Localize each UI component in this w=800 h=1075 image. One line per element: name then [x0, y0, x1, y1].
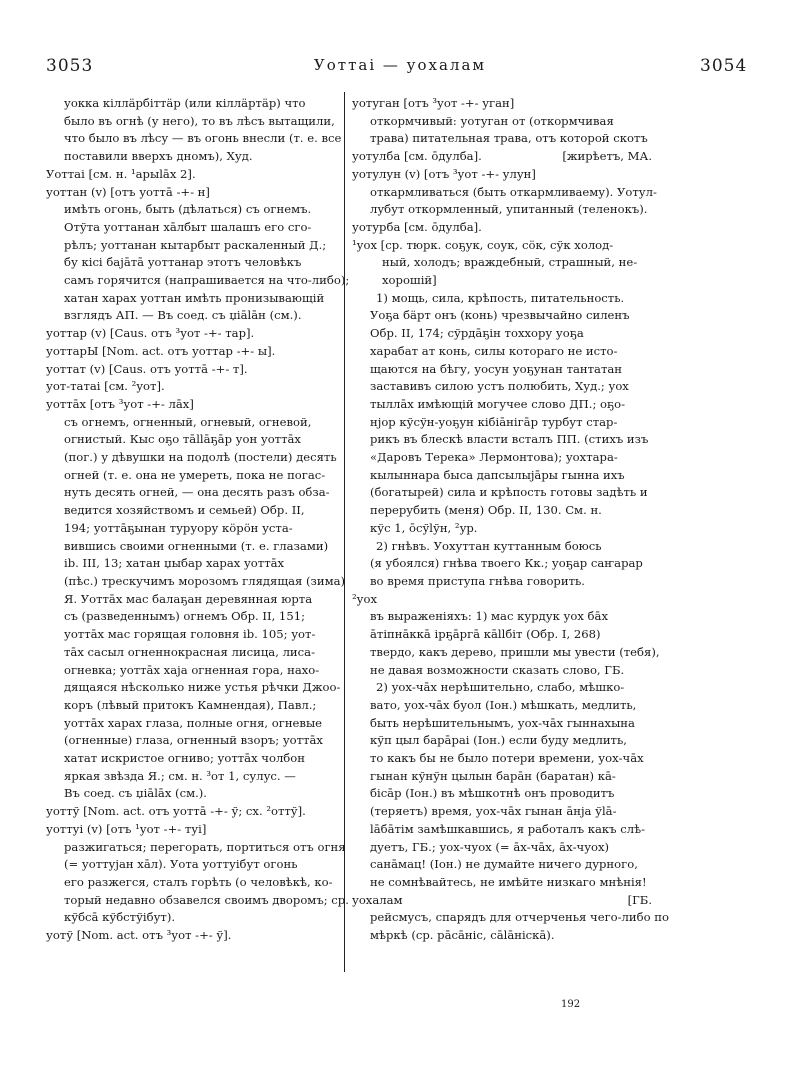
- line-text: тыллāх имѣющій могучее слово ДП.; оҕо-: [370, 396, 626, 411]
- text-line: [46, 449, 338, 467]
- text-line: [352, 573, 652, 591]
- line-text: въ выраженіяхъ: 1) мас курдук уох бāх: [370, 609, 608, 624]
- line-text: уотуган [отъ ³уот -+- уган]: [352, 96, 515, 110]
- text-line: [352, 538, 652, 556]
- line-text: разжигаться; перегорать, портиться отъ огня: [64, 839, 346, 854]
- line-text: уотў [Nom. act. отъ ³уот -+- ў].: [46, 928, 232, 943]
- text-line: [352, 662, 652, 680]
- text-line: [46, 290, 338, 308]
- line-text: Обр. II, 174; сўрдāҕін тоххору уоҕа: [370, 326, 584, 341]
- text-line: [46, 148, 338, 166]
- line-text: рейсмусъ, спарядъ для отчерченья чего-либо по: [370, 910, 670, 925]
- line-text: не сомнѣвайтесь, не имѣйте низкаго мнѣнія!: [370, 874, 647, 889]
- text-line: [352, 184, 657, 202]
- text-line: [352, 909, 670, 927]
- line-text: харабат ат конь, силы котораго не исто-: [370, 343, 618, 358]
- text-line: [352, 95, 652, 113]
- line-text: имѣть огонь, быть (дѣлаться) съ огнемъ.: [64, 202, 312, 217]
- line-text: кылыннара быса дапсылыјāры гынна ихъ: [370, 467, 625, 482]
- line-text: ведится хозяйствомъ и семьей) Обр. II,: [64, 503, 305, 518]
- text-line: [352, 591, 652, 609]
- text-line: [352, 467, 652, 485]
- line-tail: [ГБ.: [627, 892, 652, 907]
- text-line: [46, 467, 338, 485]
- text-line: [352, 502, 652, 520]
- line-text: 2) гнѣвъ. Уохуттан куттанным боюсь: [376, 538, 602, 553]
- text-line: [46, 909, 338, 927]
- line-text: уоттар (v) [Caus. отъ ³уот -+- тар].: [46, 326, 255, 341]
- text-line: [352, 449, 652, 467]
- text-line: [352, 237, 652, 255]
- text-line: [352, 272, 652, 290]
- line-text: 1) мощь, сила, крѣпость, питательность.: [376, 290, 625, 305]
- right-page-number: 3054: [700, 56, 748, 76]
- line-text: его разжегся, сталъ горѣть (о человѣкѣ, ко-: [64, 874, 333, 889]
- line-text: огнистый. Кыс оҕо тāllāҕāр уон уоттāх: [64, 432, 301, 447]
- text-line: [46, 821, 338, 839]
- text-line: [46, 573, 346, 591]
- line-text: (огненные) глаза, огненный взоръ; уоттāх: [64, 733, 323, 748]
- text-line: [46, 484, 338, 502]
- line-text: во время приступа гнѣва говорить.: [370, 573, 585, 588]
- line-text: бiсāр (Іон.) въ мѣшкотнѣ онъ проводитъ: [370, 786, 615, 801]
- text-line: [46, 591, 338, 609]
- text-line: [46, 679, 341, 697]
- line-text: не давая возможности сказать слово, ГБ.: [370, 662, 625, 677]
- text-line: [352, 148, 652, 166]
- text-line: [46, 644, 338, 662]
- line-tail: [жирѣетъ, МА.: [562, 149, 652, 164]
- text-line: [46, 874, 338, 892]
- text-line: [46, 839, 346, 857]
- text-line: [46, 715, 338, 733]
- line-text: рѣлъ; уоттанан кытарбыт раскаленный Д.;: [64, 237, 327, 252]
- line-text: (пѣс.) трескучимъ морозомъ глядящая (зима): [64, 573, 346, 588]
- line-text: «Даровъ Терека» Лермонтова); уохтара-: [370, 450, 618, 465]
- text-line: [352, 361, 652, 379]
- text-line: [46, 396, 338, 414]
- line-text: ib. III, 13; хатан џыбар харах уоттāх: [64, 556, 285, 571]
- line-text: (теряетъ) время, уох-чāх гынан āнја ўlā-: [370, 804, 617, 819]
- text-line: [352, 290, 652, 308]
- line-text: то какъ бы не было потери времени, уох-чāх: [370, 751, 644, 766]
- line-text: Отўта уоттанан хāлбыт шалашъ его сго-: [64, 219, 312, 234]
- line-text: коръ (лѣвый притокъ Камнендая), Павл.;: [64, 697, 317, 712]
- line-text: огневка; уоттāх хаја огненная гора, нахо-: [64, 662, 320, 677]
- line-text: тāх сасыл огненнокрасная лисица, лиса-: [64, 644, 315, 659]
- text-line: [46, 237, 338, 255]
- line-text: āтiпнāккā iрҕāргā кāllбiт (Обр. I, 268): [370, 627, 601, 642]
- text-line: [352, 555, 652, 573]
- line-text: было въ огнѣ (у него), то въ лѣсъ вытащили,: [64, 113, 335, 128]
- line-text: быть нерѣшительнымъ, уох-чāх гыннахына: [370, 715, 635, 730]
- line-text: твердо, какъ дерево, пришли мы увести (тебя),: [370, 644, 660, 659]
- line-text: ный, холодъ; враждебный, страшный, не-: [382, 255, 638, 270]
- line-text: мѣркѣ (ср. рāсāнiс, сālāнiскā).: [370, 928, 555, 943]
- line-text: уоттāх харах глаза, полные огня, огневые: [64, 715, 323, 730]
- text-line: [46, 732, 338, 750]
- line-text: перерубить (меня) Обр. II, 130. См. н.: [370, 503, 602, 518]
- text-line: [352, 750, 652, 768]
- text-line: [46, 555, 338, 573]
- text-line: [352, 803, 652, 821]
- line-text: бу кісі бајāтā уоттанар этотъ человѣкъ: [64, 255, 302, 270]
- text-line: [46, 361, 338, 379]
- text-line: [352, 856, 652, 874]
- text-line: [46, 785, 338, 803]
- text-line: [46, 325, 338, 343]
- line-text: уоттуі (v) [отъ ¹уот -+- туі]: [46, 821, 207, 836]
- line-text: уохалам: [352, 892, 403, 907]
- line-text: уоттāх [отъ ³уот -+- лāх]: [46, 396, 194, 411]
- line-text: вато, уох-чāх буол (Іон.) мѣшкать, медлить,: [370, 697, 637, 712]
- line-text: уотурба [см. ōдулба].: [352, 219, 482, 234]
- text-line: [46, 307, 338, 325]
- line-text: заставивъ силою устъ полюбить, Худ.; уох: [370, 379, 629, 394]
- text-line: [352, 679, 652, 697]
- line-text: (= уоттујан хāл). Уота уоттуібут огонь: [64, 857, 298, 872]
- line-text: щаются на бѣгу, уосун уоҕунан тантатан: [370, 361, 623, 376]
- line-text: (я убоялся) гнѣва твоего Кк.; уоҕар саҥарар: [370, 556, 643, 571]
- text-line: [352, 396, 652, 414]
- line-text: 2) уох-чāх нерѣшительно, слабо, мѣшко-: [376, 680, 625, 695]
- text-line: [46, 431, 338, 449]
- line-text: (пог.) у дѣвушки на подолѣ (постели) десять: [64, 450, 337, 465]
- line-text: хатан харах уоттан имѣть пронизывающій: [64, 290, 325, 305]
- line-text: Въ соед. съ џiālāх (см.).: [64, 786, 207, 801]
- line-text: кўбсā кўбстўібут).: [64, 910, 176, 925]
- line-text: кўс 1, ōсўlўн, ²ур.: [370, 520, 478, 535]
- text-line: [46, 378, 338, 396]
- line-text: кўп цыл барāраi (Іон.) если буду медлить,: [370, 733, 627, 748]
- line-text: поставили вверхъ дномъ), Худ.: [64, 149, 253, 164]
- text-line: [46, 927, 338, 945]
- left-column: [46, 95, 350, 945]
- text-line: [46, 201, 338, 219]
- text-line: [46, 184, 338, 202]
- text-line: [352, 201, 652, 219]
- text-line: [352, 732, 652, 750]
- line-text: вившись своими огненными (т. е. глазами): [64, 538, 329, 553]
- text-line: [352, 839, 652, 857]
- left-page-number: 3053: [46, 56, 94, 76]
- line-text: ¹уох [ср. тюрк. соҕук, соук, сöк, сўк холод-: [352, 237, 614, 252]
- line-text: уоттан (v) [отъ уоттā -+- н]: [46, 184, 210, 199]
- text-line: [46, 254, 338, 272]
- text-line: [352, 484, 652, 502]
- text-line: [352, 254, 652, 272]
- text-line: [46, 219, 338, 237]
- running-header-title: Уоттаі — уохалам: [313, 56, 487, 74]
- text-line: [352, 343, 652, 361]
- text-line: [46, 697, 338, 715]
- right-column: [352, 95, 670, 945]
- line-text: торый недавно обзавелся своимъ дворомъ; ср.: [64, 892, 349, 907]
- text-line: [352, 785, 652, 803]
- text-line: [46, 856, 338, 874]
- line-text: уоттарЫ [Nom. act. отъ уоттар -+- ы].: [46, 343, 276, 358]
- line-text: лубут откормленный, упитанный (теленокъ).: [370, 202, 648, 217]
- line-text: огней (т. е. она не умереть, пока не погас-: [64, 467, 326, 482]
- line-text: уокка кіллäрбіттäр (или кіллäртäр) что: [64, 96, 306, 110]
- text-line: [352, 644, 660, 662]
- text-line: [352, 768, 652, 786]
- line-text: откормчивый: уотуган от (откормчивая: [370, 113, 614, 128]
- text-line: [352, 414, 652, 432]
- text-line: [46, 502, 338, 520]
- line-text: уот-татаі [см. ²уот].: [46, 379, 165, 394]
- text-line: [46, 538, 338, 556]
- line-text: ²уох: [352, 591, 377, 606]
- text-line: [46, 768, 338, 786]
- text-line: [352, 892, 652, 910]
- line-text: хорошій]: [382, 273, 437, 288]
- text-line: [352, 697, 652, 715]
- text-line: [46, 608, 338, 626]
- text-line: [46, 95, 338, 113]
- text-line: [46, 750, 338, 768]
- text-line: [46, 892, 349, 910]
- text-line: [46, 166, 338, 184]
- text-line: [46, 414, 338, 432]
- text-line: [46, 520, 338, 538]
- footer-page-number: 192: [561, 999, 581, 1010]
- line-text: дящаяся нѣсколько ниже устья рѣчки Джоо-: [64, 680, 341, 695]
- text-line: [352, 431, 652, 449]
- line-text: (богатырей) сила и крѣпость готовы задѣть и: [370, 485, 648, 500]
- text-line: [352, 130, 652, 148]
- line-text: трава) питательная трава, отъ которой скотъ: [370, 131, 648, 146]
- line-text: Уоттаі [см. н. ¹арыlāх 2].: [46, 166, 196, 181]
- text-line: [352, 821, 652, 839]
- text-line: [352, 113, 652, 131]
- text-line: [46, 803, 338, 821]
- line-text: lāбāтiм замѣшкавшись, я работалъ какъ слѣ-: [370, 821, 646, 836]
- line-text: уотулба [см. ōдулба].: [352, 149, 482, 164]
- text-line: [352, 608, 652, 626]
- line-text: Уоҕа бäрт онъ (конь) чрезвычайно силенъ: [370, 308, 630, 323]
- text-line: [46, 272, 350, 290]
- line-text: яркая звѣзда Я.; см. н. ³от 1, сулус. —: [64, 768, 296, 783]
- line-text: Я. Уоттāх мас балаҕан деревянная юрта: [64, 591, 313, 606]
- line-text: рикъ въ блескѣ власти всталъ ПП. (стихъ изъ: [370, 432, 649, 447]
- line-text: хатат искристое огниво; уоттāх чолбон: [64, 751, 305, 766]
- line-text: съ (разведеннымъ) огнемъ Обр. II, 151;: [64, 609, 305, 624]
- line-text: что было въ лѣсу — въ огонь внесли (т. е. все: [64, 131, 342, 146]
- line-text: дуетъ, ГБ.; уох-чуох (= āх-чāх, āх-чуох): [370, 839, 610, 854]
- text-line: [46, 626, 338, 644]
- line-text: уоттў [Nom. act. отъ уоттā -+- ў; сх. ²оттў].: [46, 804, 306, 819]
- line-text: 194; уоттāҕынан туруору кöрöн уста-: [64, 520, 293, 535]
- line-text: съ огнемъ, огненный, огневый, огневой,: [64, 414, 312, 429]
- text-line: [352, 626, 652, 644]
- line-text: уоттат (v) [Caus. отъ уоттā -+- т].: [46, 361, 248, 376]
- line-text: нјор кўсўн-уоҕун кiбiāнiгāр турбут стар-: [370, 414, 618, 429]
- text-line: [352, 166, 652, 184]
- text-line: [352, 874, 652, 892]
- line-text: уоттāх мас горящая головня ib. 105; уот-: [64, 627, 316, 642]
- line-text: самъ горячится (напрашивается на что-либо);: [64, 273, 350, 288]
- line-text: санāмац! (Іон.) не думайте ничего дурного,: [370, 857, 638, 872]
- line-text: взглядъ АП. — Въ соед. съ џiālāн (см.).: [64, 308, 302, 323]
- line-text: уотулун (v) [отъ ³уот -+- улун]: [352, 166, 536, 181]
- line-text: откармливаться (быть откармливаему). Уотул-: [370, 184, 657, 199]
- text-line: [352, 927, 652, 945]
- text-line: [352, 378, 652, 396]
- text-line: [46, 343, 338, 361]
- text-line: [352, 219, 652, 237]
- text-line: [46, 130, 342, 148]
- text-line: [46, 113, 338, 131]
- line-text: нуть десять огней, — она десять разъ обза-: [64, 485, 330, 500]
- text-line: [352, 715, 652, 733]
- line-text: гынан кўнўн цылын барāн (баратан) кā-: [370, 768, 616, 783]
- text-line: [352, 520, 652, 538]
- text-line: [352, 325, 652, 343]
- text-line: [352, 307, 652, 325]
- text-line: [46, 662, 338, 680]
